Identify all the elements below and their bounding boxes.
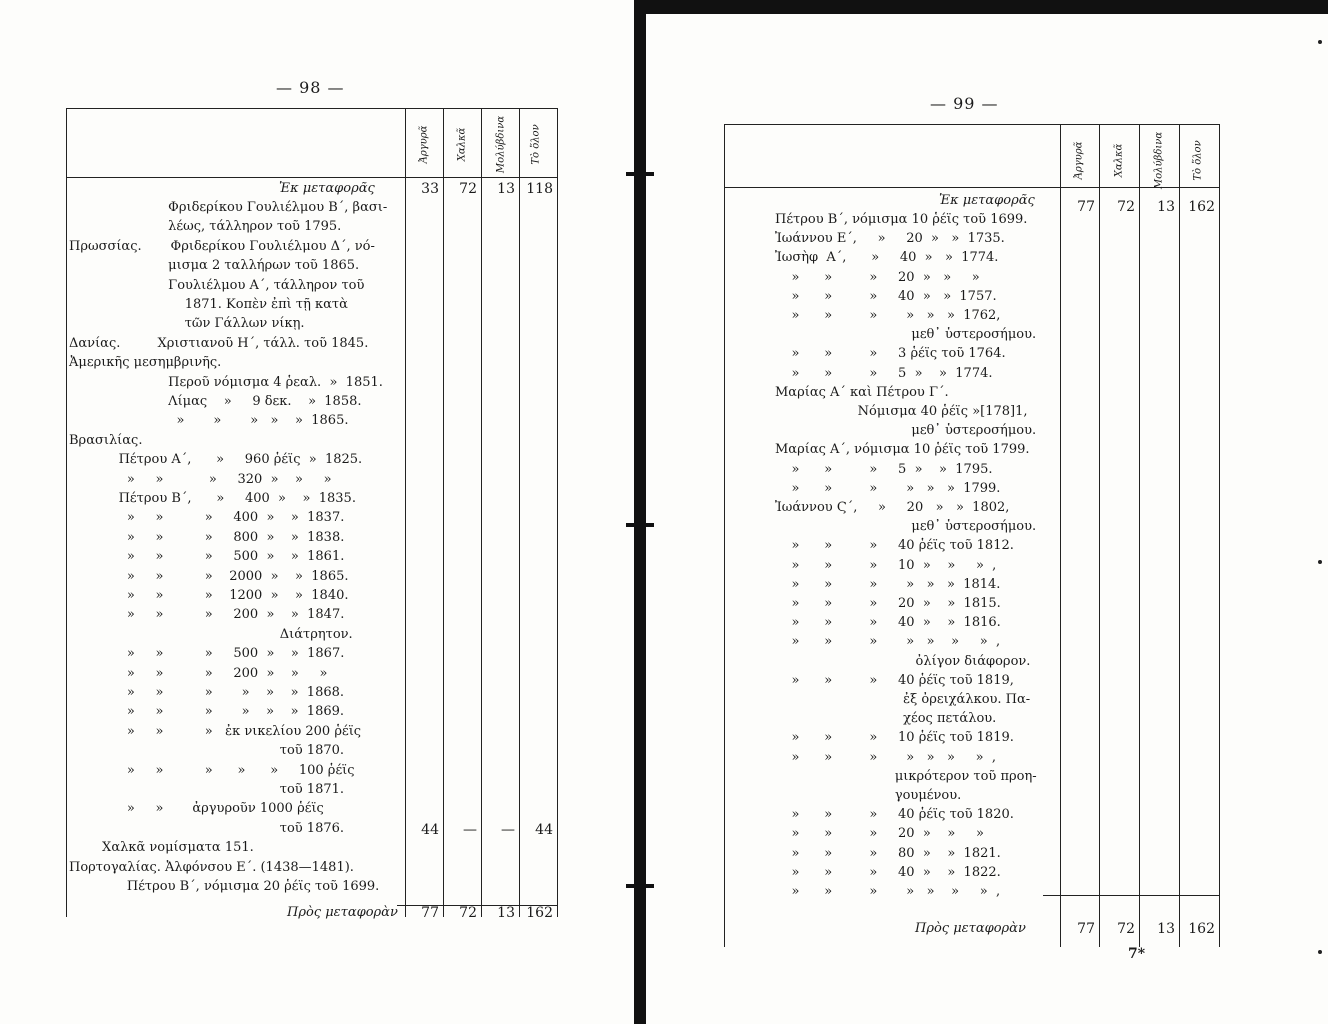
amount-copper: 72 bbox=[1117, 199, 1135, 215]
column-header: Χαλκᾶ bbox=[456, 127, 468, 162]
entry-line: Λίμας » 9 δεκ. » 1858. bbox=[69, 394, 362, 409]
table-header bbox=[67, 109, 557, 178]
spine-mark bbox=[626, 523, 654, 527]
signature-mark: 7* bbox=[1128, 946, 1146, 962]
column-divider bbox=[1139, 125, 1140, 947]
page-number: — 98 — bbox=[276, 78, 345, 97]
column-divider bbox=[1179, 125, 1180, 947]
entry-line: Πορτογαλίας. Ἀλφόνσου Ε΄. (1438—1481). bbox=[69, 859, 354, 875]
entry-line: Διάτρητον. bbox=[69, 626, 353, 642]
carried-total: 162 bbox=[526, 905, 553, 921]
entry-line: » » » » » » 1762, bbox=[775, 308, 1001, 323]
entry-line: » » » 10 ῥέϊς τοῦ 1819. bbox=[775, 730, 1014, 746]
entry-line: » » » 200 » » 1847. bbox=[69, 607, 345, 623]
column-divider bbox=[519, 109, 520, 917]
carried-silver: 77 bbox=[1077, 921, 1095, 937]
column-divider bbox=[1099, 125, 1100, 947]
entry-line: » » » 5 » » 1795. bbox=[775, 461, 993, 477]
entry-line: » » » » » » » , bbox=[775, 749, 996, 765]
column-header: Ἀργυρᾶ bbox=[1073, 141, 1085, 180]
ledger-table bbox=[66, 108, 558, 921]
entry-line: » » » 20 » » » bbox=[775, 269, 980, 285]
edge-speck bbox=[1318, 950, 1322, 954]
entry-line: » » » » » » » , bbox=[775, 634, 1001, 650]
entry-line: Νόμισμα 40 ῥέϊς »[178]1, bbox=[775, 404, 1028, 419]
spine-mark bbox=[626, 884, 654, 888]
entry-line: Ἰωσὴφ Α΄, » 40 » » 1774. bbox=[775, 250, 999, 266]
entry-line: τῶν Γάλλων νίκῃ. bbox=[69, 316, 305, 332]
entry-line: » » » 1200 » » 1840. bbox=[69, 588, 349, 603]
entry-line: Πέτρου Β΄, νόμισμα 10 ῥέϊς τοῦ 1699. bbox=[775, 212, 1028, 227]
spine bbox=[634, 0, 646, 1024]
column-divider bbox=[1060, 125, 1061, 947]
entry-line: τοῦ 1876. bbox=[69, 820, 345, 836]
entry-line: Φριδερίκου Γουλιέλμου Β΄, βασι- bbox=[69, 200, 388, 215]
entry-line: μικρότερον τοῦ προη- bbox=[775, 768, 1037, 784]
entry-line: Πέτρου Β΄, » 400 » » 1835. bbox=[69, 491, 356, 506]
entry-line: μεθ᾽ ὑστεροσήμου. bbox=[775, 423, 1037, 439]
entry-line: » » » 400 » » 1837. bbox=[69, 510, 345, 526]
carried-total: 162 bbox=[1188, 921, 1215, 937]
entry-line: » » » 500 » » 1861. bbox=[69, 549, 345, 565]
entry-line: » » » » » 1865. bbox=[69, 413, 349, 429]
entry-line: » » » 5 » » 1774. bbox=[775, 365, 993, 381]
column-header: Μολύβδινα bbox=[495, 115, 507, 174]
column-header: Τὸ ὅλον bbox=[1192, 140, 1204, 181]
column-divider bbox=[443, 109, 444, 917]
column-header: Ἀργυρᾶ bbox=[418, 125, 430, 164]
entry-line: Ἰωάννου Ϛ΄, » 20 » » 1802, bbox=[775, 500, 1010, 515]
entry-line: λέως, τάλληρον τοῦ 1795. bbox=[69, 219, 342, 235]
entry-line: Γουλιέλμου Α΄, τάλληρον τοῦ bbox=[69, 277, 365, 293]
brought-forward-label: Ἐκ μεταφορᾶς bbox=[279, 181, 375, 196]
entry-line: » » » » » » 1868. bbox=[69, 685, 345, 700]
carried-copper: 72 bbox=[459, 905, 477, 921]
carried-forward-label: Πρὸς μεταφορὰν bbox=[915, 921, 1026, 936]
table-header bbox=[725, 125, 1219, 188]
subtotal-copper: — bbox=[463, 822, 477, 838]
entry-line: » » » 40 » » 1757. bbox=[775, 288, 997, 304]
entry-line: ὀλίγον διάφορον. bbox=[775, 653, 1031, 669]
column-header: Μολύβδινα bbox=[1153, 131, 1165, 190]
entry-line: » » ἀργυροῦν 1000 ῥέϊς bbox=[69, 801, 324, 817]
ledger-table bbox=[724, 124, 1220, 947]
carried-lead: 13 bbox=[1157, 921, 1175, 937]
carried-forward-rule bbox=[1043, 895, 1219, 896]
entry-line: Πρωσσίας. Φριδερίκου Γουλιέλμου Δ΄, νό- bbox=[69, 238, 375, 254]
amount-copper: 72 bbox=[459, 181, 477, 197]
entry-line: Ἰωάννου Ε΄, » 20 » » 1735. bbox=[775, 231, 1005, 247]
entry-line: Πέτρου Α΄, » 960 ῥέϊς » 1825. bbox=[69, 452, 363, 468]
subtotal-silver: 44 bbox=[421, 822, 439, 838]
entry-line: Μαρίας Α΄, νόμισμα 10 ῥέϊς τοῦ 1799. bbox=[775, 442, 1030, 458]
subtotal-lead: — bbox=[501, 822, 515, 838]
carried-forward-label: Πρὸς μεταφορὰν bbox=[287, 905, 398, 920]
entry-line: » » » 20 » » » bbox=[775, 826, 984, 842]
page-number: — 99 — bbox=[930, 94, 999, 113]
top-dark-band bbox=[646, 0, 1328, 14]
amount-lead: 13 bbox=[497, 181, 515, 197]
entry-line: τοῦ 1870. bbox=[69, 743, 345, 759]
entry-line: Πέτρου Β΄, νόμισμα 20 ῥέϊς τοῦ 1699. bbox=[69, 879, 380, 894]
entry-line: ἐξ ὀρειχάλκου. Πα- bbox=[775, 692, 1031, 707]
edge-speck bbox=[1318, 560, 1322, 564]
brought-forward-label: Ἐκ μεταφορᾶς bbox=[939, 193, 1035, 208]
column-divider bbox=[481, 109, 482, 917]
entry-line: » » » 10 » » » , bbox=[775, 557, 997, 573]
entry-line: » » » 3 ῥέϊς τοῦ 1764. bbox=[775, 346, 1006, 362]
entry-line: Περοῦ νόμισμα 4 ῥεαλ. » 1851. bbox=[69, 374, 383, 390]
entry-line: » » » 80 » » 1821. bbox=[775, 845, 1001, 861]
entry-line: Χαλκᾶ νομίσματα 151. bbox=[69, 840, 254, 856]
entry-line: Δανίας. Χριστιανοῦ Η΄, τάλλ. τοῦ 1845. bbox=[69, 335, 369, 351]
entry-line: » » » » » » 1869. bbox=[69, 704, 345, 720]
entry-line: μεθ᾽ ὑστεροσήμου. bbox=[775, 519, 1037, 535]
entry-line: » » » 800 » » 1838. bbox=[69, 529, 345, 545]
entry-line: » » » 200 » » » bbox=[69, 665, 328, 681]
entry-line: » » » » » » 1814. bbox=[775, 576, 1001, 592]
entry-line: Μαρίας Α΄ καὶ Πέτρου Γ΄. bbox=[775, 384, 949, 400]
entry-line: » » » 40 » » 1816. bbox=[775, 615, 1001, 631]
entry-line: χέος πετάλου. bbox=[775, 711, 997, 727]
carried-silver: 77 bbox=[421, 905, 439, 921]
entry-line: τοῦ 1871. bbox=[69, 782, 345, 797]
entry-line: » » » 40 ῥέϊς τοῦ 1820. bbox=[775, 807, 1014, 823]
entry-line: Βρασιλίας. bbox=[69, 432, 143, 448]
entry-line: μισμα 2 ταλλήρων τοῦ 1865. bbox=[69, 258, 360, 274]
entry-line: » » » » » » » , bbox=[775, 884, 1001, 899]
entry-line: » » » 40 ῥέϊς τοῦ 1812. bbox=[775, 538, 1014, 554]
column-header: Χαλκᾶ bbox=[1113, 143, 1125, 178]
entry-line: Ἀμερικῆς μεσημβρινῆς. bbox=[69, 355, 222, 371]
amount-lead: 13 bbox=[1157, 199, 1175, 215]
entry-line: 1871. Κοπὲν ἐπὶ τῇ κατὰ bbox=[69, 297, 348, 312]
entry-line: μεθ᾽ ὑστεροσήμου. bbox=[775, 327, 1037, 343]
entry-line: » » » 500 » » 1867. bbox=[69, 646, 345, 662]
edge-speck bbox=[1318, 40, 1322, 44]
entry-line: » » » 20 » » 1815. bbox=[775, 596, 1001, 611]
entry-line: » » » » » 100 ῥέϊς bbox=[69, 762, 355, 778]
entry-line: γουμένου. bbox=[775, 788, 962, 803]
column-divider bbox=[405, 109, 406, 917]
entry-line: » » » » » » 1799. bbox=[775, 480, 1001, 496]
amount-total: 162 bbox=[1188, 199, 1215, 215]
entry-line: » » » ἐκ νικελίου 200 ῥέϊς bbox=[69, 723, 362, 739]
amount-silver: 33 bbox=[421, 181, 439, 197]
amount-total: 118 bbox=[526, 181, 553, 197]
carried-lead: 13 bbox=[497, 905, 515, 921]
entry-line: » » » 2000 » » 1865. bbox=[69, 568, 349, 584]
subtotal-total: 44 bbox=[535, 822, 553, 838]
amount-silver: 77 bbox=[1077, 199, 1095, 215]
carried-copper: 72 bbox=[1117, 921, 1135, 937]
spine-mark bbox=[626, 172, 654, 176]
entry-line: » » » 320 » » » bbox=[69, 471, 332, 487]
column-header: Τὸ ὅλον bbox=[530, 124, 542, 165]
entry-line: » » » 40 ῥέϊς τοῦ 1819, bbox=[775, 672, 1014, 688]
entry-line: » » » 40 » » 1822. bbox=[775, 864, 1001, 880]
